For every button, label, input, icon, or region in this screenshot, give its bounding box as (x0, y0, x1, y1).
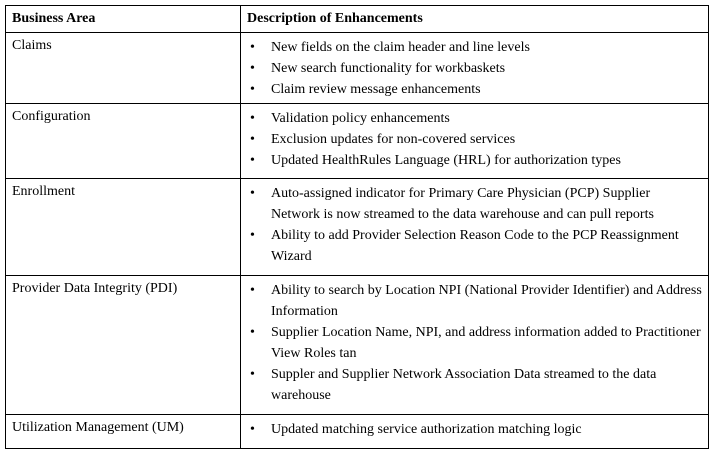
business-area-cell: Provider Data Integrity (PDI) (6, 276, 241, 415)
list-item: • Suppler and Supplier Network Association Data streamed to the data warehouse (247, 364, 702, 406)
list-item: • Exclusion updates for non-covered services (247, 129, 702, 150)
list-item: • Ability to add Provider Selection Reason Code to the PCP Reassignment Wizard (247, 225, 702, 267)
list-item: • New fields on the claim header and line levels (247, 37, 702, 58)
list-item: • Supplier Location Name, NPI, and address information added to Practitioner View Roles tan (247, 322, 702, 364)
header-row (6, 6, 709, 33)
enhancements-table (5, 5, 709, 449)
description-cell (241, 33, 709, 104)
header-business-area: Business Area (6, 6, 241, 33)
list-item: • Updated matching service authorization matching logic (247, 419, 702, 440)
table-row (6, 33, 709, 104)
table-row (6, 104, 709, 179)
list-item: • Ability to search by Location NPI (National Provider Identifier) and Address Information (247, 280, 702, 322)
table-row (6, 415, 709, 449)
bullet-list (247, 419, 702, 440)
list-item: • Validation policy enhancements (247, 108, 702, 129)
description-cell (241, 415, 709, 449)
bullet-list (247, 280, 702, 406)
business-area-cell: Claims (6, 33, 241, 104)
description-cell (241, 276, 709, 415)
table-body (6, 33, 709, 449)
business-area-cell: Enrollment (6, 179, 241, 276)
business-area-cell: Configuration (6, 104, 241, 179)
list-item: • Updated HealthRules Language (HRL) for authorization types (247, 150, 702, 171)
list-item: • Auto-assigned indicator for Primary Care Physician (PCP) Supplier Network is now streamed to the data warehouse and can pull reports (247, 183, 702, 225)
description-cell (241, 104, 709, 179)
list-item: • Claim review message enhancements (247, 79, 702, 100)
business-area-cell: Utilization Management (UM) (6, 415, 241, 449)
bullet-list (247, 37, 702, 100)
table-row (6, 179, 709, 276)
header-description: Description of Enhancements (241, 6, 709, 33)
table-header (6, 6, 709, 33)
description-cell (241, 179, 709, 276)
bullet-list (247, 108, 702, 171)
bullet-list (247, 183, 702, 267)
table-row (6, 276, 709, 415)
list-item: • New search functionality for workbaskets (247, 58, 702, 79)
